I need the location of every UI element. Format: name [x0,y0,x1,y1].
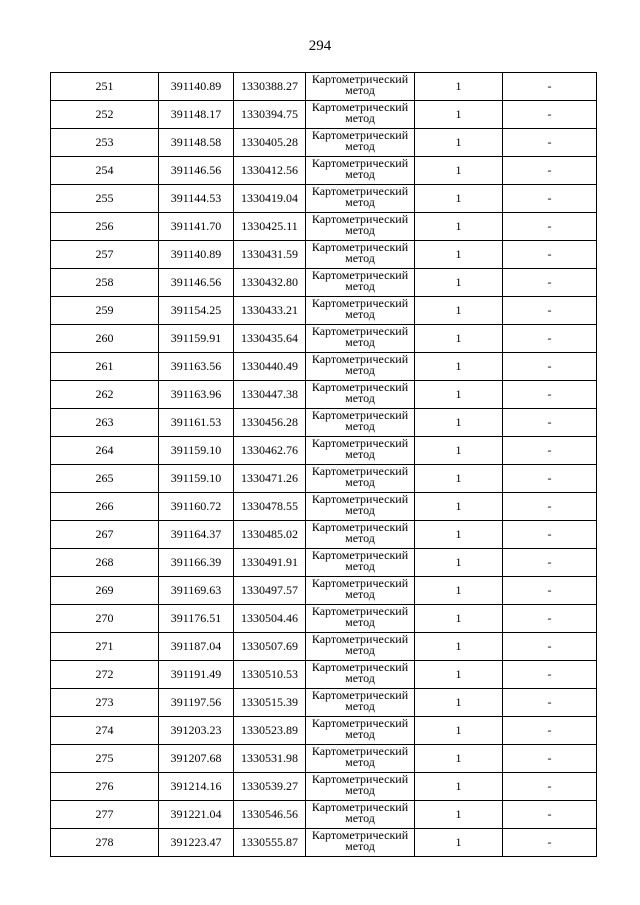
x-coordinate-cell: 391169.63 [159,577,234,605]
x-coordinate-cell: 391163.56 [159,353,234,381]
method-label-line1: Картометрический [311,772,409,786]
point-number-cell: 267 [51,521,159,549]
page-number: 294 [308,38,332,54]
y-coordinate-cell: 1330431.59 [234,241,306,269]
method-label-line1: Картометрический [311,380,409,394]
y-coordinate-cell: 1330491.91 [234,549,306,577]
method-label-line2: метод [345,783,375,797]
note-cell: - [503,577,597,605]
x-coordinate-cell: 391207.68 [159,745,234,773]
method-cell [306,129,415,157]
y-coordinate-cell: 1330523.89 [234,717,306,745]
accuracy-cell: 1 [415,101,503,129]
method-cell [306,381,415,409]
accuracy-cell: 1 [415,269,503,297]
x-coordinate-cell: 391141.70 [159,213,234,241]
method-label-line2: метод [345,307,375,321]
x-coordinate-cell: 391144.53 [159,185,234,213]
method-label-line1: Картометрический [311,520,409,534]
method-label-line1: Картометрический [311,828,409,842]
point-number-cell: 266 [51,493,159,521]
table-row [51,325,597,353]
x-coordinate-cell: 391146.56 [159,269,234,297]
method-label-line1: Картометрический [311,128,409,142]
method-cell [306,241,415,269]
method-label-line2: метод [345,811,375,825]
x-coordinate-cell: 391163.96 [159,381,234,409]
method-label-line2: метод [345,587,375,601]
method-label-line1: Картометрический [311,800,409,814]
table-row [51,241,597,269]
accuracy-cell: 1 [415,129,503,157]
x-coordinate-cell: 391140.89 [159,73,234,101]
y-coordinate-cell: 1330405.28 [234,129,306,157]
method-label-line1: Картометрический [311,576,409,590]
accuracy-cell: 1 [415,577,503,605]
method-cell [306,101,415,129]
y-coordinate-cell: 1330432.80 [234,269,306,297]
table-row [51,73,597,101]
x-coordinate-cell: 391164.37 [159,521,234,549]
y-coordinate-cell: 1330419.04 [234,185,306,213]
method-label-line1: Картометрический [311,100,409,114]
table-row [51,605,597,633]
note-cell: - [503,157,597,185]
table-row [51,829,597,857]
method-cell [306,745,415,773]
point-number-cell: 272 [51,661,159,689]
accuracy-cell: 1 [415,437,503,465]
method-label-line2: метод [345,335,375,349]
method-cell [306,801,415,829]
method-cell [306,465,415,493]
method-label-line2: метод [345,699,375,713]
point-number-cell: 260 [51,325,159,353]
accuracy-cell: 1 [415,829,503,857]
point-number-cell: 268 [51,549,159,577]
note-cell: - [503,437,597,465]
note-cell: - [503,129,597,157]
x-coordinate-cell: 391159.10 [159,437,234,465]
x-coordinate-cell: 391176.51 [159,605,234,633]
method-label-line1: Картометрический [311,464,409,478]
method-label-line2: метод [345,419,375,433]
method-label-line2: метод [345,363,375,377]
accuracy-cell: 1 [415,465,503,493]
accuracy-cell: 1 [415,241,503,269]
accuracy-cell: 1 [415,521,503,549]
method-label-line1: Картометрический [311,744,409,758]
accuracy-cell: 1 [415,185,503,213]
x-coordinate-cell: 391159.10 [159,465,234,493]
point-number-cell: 264 [51,437,159,465]
point-number-cell: 256 [51,213,159,241]
table-row [51,185,597,213]
method-cell [306,325,415,353]
x-coordinate-cell: 391146.56 [159,157,234,185]
table-row [51,493,597,521]
method-label-line1: Картометрический [311,212,409,226]
method-cell [306,661,415,689]
table-row [51,157,597,185]
table-row [51,129,597,157]
method-label-line2: метод [345,279,375,293]
point-number-cell: 273 [51,689,159,717]
note-cell: - [503,493,597,521]
accuracy-cell: 1 [415,213,503,241]
method-label-line2: метод [345,615,375,629]
y-coordinate-cell: 1330485.02 [234,521,306,549]
point-number-cell: 265 [51,465,159,493]
table-row [51,521,597,549]
x-coordinate-cell: 391159.91 [159,325,234,353]
method-label-line2: метод [345,531,375,545]
accuracy-cell: 1 [415,157,503,185]
method-label-line2: метод [345,727,375,741]
point-number-cell: 257 [51,241,159,269]
point-number-cell: 261 [51,353,159,381]
note-cell: - [503,633,597,661]
method-label-line1: Картометрический [311,492,409,506]
table-row [51,577,597,605]
y-coordinate-cell: 1330497.57 [234,577,306,605]
x-coordinate-cell: 391214.16 [159,773,234,801]
point-number-cell: 254 [51,157,159,185]
method-cell [306,73,415,101]
table-row [51,633,597,661]
method-cell [306,605,415,633]
method-cell [306,493,415,521]
method-label-line2: метод [345,559,375,573]
method-cell [306,297,415,325]
accuracy-cell: 1 [415,605,503,633]
method-label-line2: метод [345,839,375,853]
y-coordinate-cell: 1330478.55 [234,493,306,521]
point-number-cell: 253 [51,129,159,157]
x-coordinate-cell: 391166.39 [159,549,234,577]
x-coordinate-cell: 391221.04 [159,801,234,829]
accuracy-cell: 1 [415,689,503,717]
method-cell [306,437,415,465]
accuracy-cell: 1 [415,745,503,773]
point-number-cell: 263 [51,409,159,437]
table-row [51,437,597,465]
note-cell: - [503,745,597,773]
method-cell [306,213,415,241]
point-number-cell: 270 [51,605,159,633]
x-coordinate-cell: 391191.49 [159,661,234,689]
method-cell [306,633,415,661]
y-coordinate-cell: 1330425.11 [234,213,306,241]
method-label-line2: метод [345,643,375,657]
method-label-line1: Картометрический [311,240,409,254]
table-row [51,549,597,577]
accuracy-cell: 1 [415,801,503,829]
accuracy-cell: 1 [415,633,503,661]
method-label-line2: метод [345,447,375,461]
point-number-cell: 251 [51,73,159,101]
point-number-cell: 258 [51,269,159,297]
y-coordinate-cell: 1330546.56 [234,801,306,829]
point-number-cell: 262 [51,381,159,409]
note-cell: - [503,409,597,437]
method-cell [306,409,415,437]
table-row [51,381,597,409]
y-coordinate-cell: 1330531.98 [234,745,306,773]
table-body [51,73,597,857]
y-coordinate-cell: 1330510.53 [234,661,306,689]
point-number-cell: 274 [51,717,159,745]
method-label-line2: метод [345,83,375,97]
note-cell: - [503,325,597,353]
y-coordinate-cell: 1330515.39 [234,689,306,717]
y-coordinate-cell: 1330456.28 [234,409,306,437]
method-label-line1: Картометрический [311,436,409,450]
y-coordinate-cell: 1330433.21 [234,297,306,325]
method-cell [306,521,415,549]
table-row [51,353,597,381]
y-coordinate-cell: 1330435.64 [234,325,306,353]
table-row [51,409,597,437]
accuracy-cell: 1 [415,493,503,521]
method-label-line2: метод [345,475,375,489]
note-cell: - [503,829,597,857]
method-label-line1: Картометрический [311,604,409,618]
method-label-line1: Картометрический [311,408,409,422]
method-label-line1: Картометрический [311,688,409,702]
table-row [51,465,597,493]
method-label-line1: Картометрический [311,660,409,674]
accuracy-cell: 1 [415,297,503,325]
point-number-cell: 277 [51,801,159,829]
table-row [51,801,597,829]
y-coordinate-cell: 1330504.46 [234,605,306,633]
table-row [51,297,597,325]
x-coordinate-cell: 391140.89 [159,241,234,269]
y-coordinate-cell: 1330462.76 [234,437,306,465]
method-cell [306,549,415,577]
method-label-line1: Картометрический [311,268,409,282]
x-coordinate-cell: 391197.56 [159,689,234,717]
table-row [51,213,597,241]
point-number-cell: 259 [51,297,159,325]
table-row [51,717,597,745]
accuracy-cell: 1 [415,353,503,381]
note-cell: - [503,773,597,801]
note-cell: - [503,661,597,689]
method-label-line2: метод [345,223,375,237]
note-cell: - [503,549,597,577]
point-number-cell: 276 [51,773,159,801]
note-cell: - [503,185,597,213]
point-number-cell: 255 [51,185,159,213]
y-coordinate-cell: 1330555.87 [234,829,306,857]
table-row [51,101,597,129]
method-label-line2: метод [345,755,375,769]
method-cell [306,577,415,605]
accuracy-cell: 1 [415,381,503,409]
method-label-line2: метод [345,391,375,405]
method-cell [306,269,415,297]
note-cell: - [503,381,597,409]
point-number-cell: 269 [51,577,159,605]
method-label-line2: метод [345,111,375,125]
method-cell [306,829,415,857]
x-coordinate-cell: 391148.17 [159,101,234,129]
x-coordinate-cell: 391223.47 [159,829,234,857]
table-row [51,745,597,773]
accuracy-cell: 1 [415,661,503,689]
method-cell [306,185,415,213]
method-cell [306,353,415,381]
method-label-line2: метод [345,139,375,153]
y-coordinate-cell: 1330447.38 [234,381,306,409]
method-cell [306,717,415,745]
note-cell: - [503,73,597,101]
accuracy-cell: 1 [415,409,503,437]
method-cell [306,773,415,801]
y-coordinate-cell: 1330471.26 [234,465,306,493]
method-label-line1: Картометрический [311,72,409,86]
method-label-line1: Картометрический [311,296,409,310]
method-label-line2: метод [345,503,375,517]
y-coordinate-cell: 1330440.49 [234,353,306,381]
method-label-line1: Картометрический [311,156,409,170]
method-label-line2: метод [345,167,375,181]
x-coordinate-cell: 391160.72 [159,493,234,521]
method-label-line1: Картометрический [311,632,409,646]
x-coordinate-cell: 391154.25 [159,297,234,325]
x-coordinate-cell: 391203.23 [159,717,234,745]
accuracy-cell: 1 [415,717,503,745]
accuracy-cell: 1 [415,73,503,101]
note-cell: - [503,297,597,325]
method-label-line2: метод [345,671,375,685]
note-cell: - [503,801,597,829]
method-label-line1: Картометрический [311,324,409,338]
method-cell [306,157,415,185]
point-number-cell: 275 [51,745,159,773]
point-number-cell: 278 [51,829,159,857]
point-number-cell: 271 [51,633,159,661]
accuracy-cell: 1 [415,325,503,353]
y-coordinate-cell: 1330507.69 [234,633,306,661]
note-cell: - [503,241,597,269]
x-coordinate-cell: 391161.53 [159,409,234,437]
table-row [51,661,597,689]
note-cell: - [503,521,597,549]
note-cell: - [503,213,597,241]
y-coordinate-cell: 1330388.27 [234,73,306,101]
table-row [51,269,597,297]
method-label-line1: Картометрический [311,352,409,366]
coordinates-table [50,72,597,857]
accuracy-cell: 1 [415,773,503,801]
note-cell: - [503,465,597,493]
method-label-line2: метод [345,195,375,209]
table-row [51,773,597,801]
method-label-line2: метод [345,251,375,265]
x-coordinate-cell: 391148.58 [159,129,234,157]
note-cell: - [503,689,597,717]
table-row [51,689,597,717]
method-label-line1: Картометрический [311,716,409,730]
method-label-line1: Картометрический [311,548,409,562]
accuracy-cell: 1 [415,549,503,577]
method-cell [306,689,415,717]
y-coordinate-cell: 1330539.27 [234,773,306,801]
y-coordinate-cell: 1330412.56 [234,157,306,185]
note-cell: - [503,101,597,129]
note-cell: - [503,717,597,745]
x-coordinate-cell: 391187.04 [159,633,234,661]
method-label-line1: Картометрический [311,184,409,198]
note-cell: - [503,605,597,633]
point-number-cell: 252 [51,101,159,129]
note-cell: - [503,269,597,297]
note-cell: - [503,353,597,381]
y-coordinate-cell: 1330394.75 [234,101,306,129]
